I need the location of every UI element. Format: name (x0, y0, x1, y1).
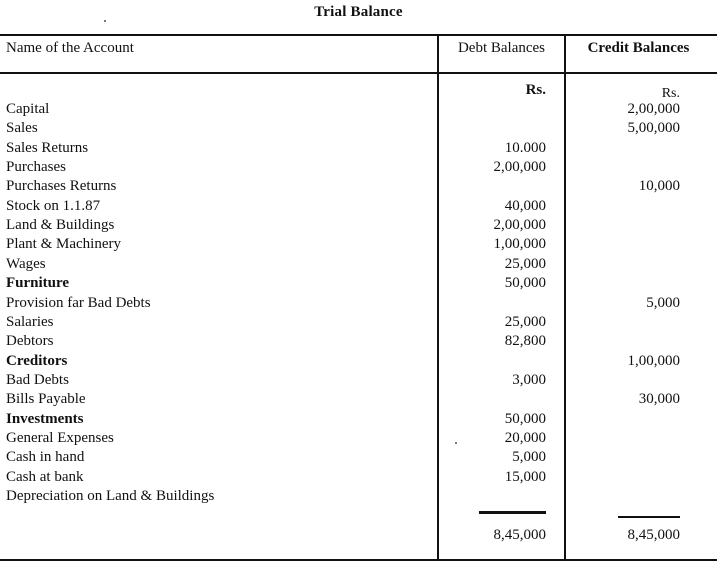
table-row (0, 178, 717, 197)
account-name: Salaries (6, 313, 54, 330)
account-name: Investments (6, 410, 84, 427)
debit-amount: 1,00,000 (493, 236, 546, 253)
table-row (0, 275, 717, 294)
debit-amount: 50,000 (504, 275, 546, 292)
account-name: Cash at bank (6, 468, 84, 485)
account-name: Capital (6, 101, 50, 117)
account-name: Creditors (6, 352, 68, 369)
debit-total-rule (479, 511, 546, 514)
credit-currency-label: Rs. (661, 86, 680, 101)
column-header-account-name (6, 40, 134, 57)
debit-amount: 3,000 (512, 371, 546, 388)
table-row (0, 217, 717, 236)
table-row (0, 256, 717, 275)
debit-amount: 2,00,000 (493, 217, 546, 234)
column-header-debit-text: Debt Balances (457, 40, 546, 56)
header-bottom-rule (0, 72, 717, 74)
account-name: Depreciation on Land & Buildings (6, 488, 215, 504)
table-row (0, 469, 717, 488)
account-name: Purchases (6, 159, 66, 176)
account-name: Sales Returns (6, 139, 89, 156)
table-row (0, 391, 717, 410)
table-row (0, 101, 717, 120)
account-name: Bad Debts (6, 371, 69, 388)
table-row (0, 236, 717, 255)
debit-total: 8,45,000 (493, 527, 546, 543)
debit-amount: 50,000 (504, 410, 546, 427)
account-name: Sales (6, 120, 38, 137)
account-name: Plant & Machinery (6, 236, 121, 253)
table-top-rule (0, 34, 717, 36)
credit-amount: 10,000 (638, 178, 680, 195)
debit-amount: 2,00,000 (493, 159, 546, 176)
account-name: Debtors (6, 333, 54, 350)
debit-amount: 15,000 (504, 468, 546, 485)
credit-total-rule (618, 516, 680, 518)
page-title: Trial Balance (314, 4, 403, 20)
table-row (0, 198, 717, 217)
credit-amount: 5,000 (646, 294, 680, 311)
table-row (0, 333, 717, 352)
account-name: Bills Payable (6, 391, 86, 408)
debit-amount: 25,000 (504, 255, 546, 272)
debit-amount: 82,800 (504, 333, 546, 350)
credit-amount: 1,00,000 (627, 352, 680, 369)
debit-amount: 40,000 (504, 197, 546, 214)
debit-currency-label: Rs. (525, 82, 546, 98)
table-row (0, 140, 717, 159)
debit-amount: 25,000 (504, 313, 546, 330)
table-row (0, 353, 717, 372)
account-name: Stock on 1.1.87 (6, 197, 101, 214)
credit-total: 8,45,000 (627, 527, 680, 543)
table-row (0, 120, 717, 139)
scan-speck (455, 442, 457, 444)
account-name: Wages (6, 255, 46, 272)
column-header-credit (566, 40, 711, 57)
account-name: Purchases Returns (6, 178, 117, 195)
account-name: Provision far Bad Debts (6, 294, 151, 311)
table-row (0, 295, 717, 314)
debit-amount: 20,000 (504, 429, 546, 446)
account-name: Cash in hand (6, 449, 85, 466)
credit-amount: 5,00,000 (627, 120, 680, 137)
scan-speck (104, 20, 106, 22)
table-row (0, 159, 717, 178)
table-row (0, 411, 717, 430)
table-bottom-rule (0, 559, 717, 561)
debit-amount: 5,000 (512, 449, 546, 466)
table-row (0, 314, 717, 333)
account-name: Land & Buildings (6, 217, 115, 234)
account-name: Furniture (6, 275, 70, 292)
debit-amount: 10.000 (504, 139, 546, 156)
credit-amount: 30,000 (638, 391, 680, 408)
credit-amount: 2,00,000 (627, 101, 680, 117)
table-row (0, 488, 717, 507)
account-name: General Expenses (6, 429, 114, 446)
column-header-account-name-text: Name of the Account (6, 40, 134, 56)
column-header-debit (439, 40, 564, 57)
table-row (0, 449, 717, 468)
table-row (0, 430, 717, 449)
column-header-credit-text: Credit Balances (587, 40, 690, 56)
table-row (0, 372, 717, 391)
